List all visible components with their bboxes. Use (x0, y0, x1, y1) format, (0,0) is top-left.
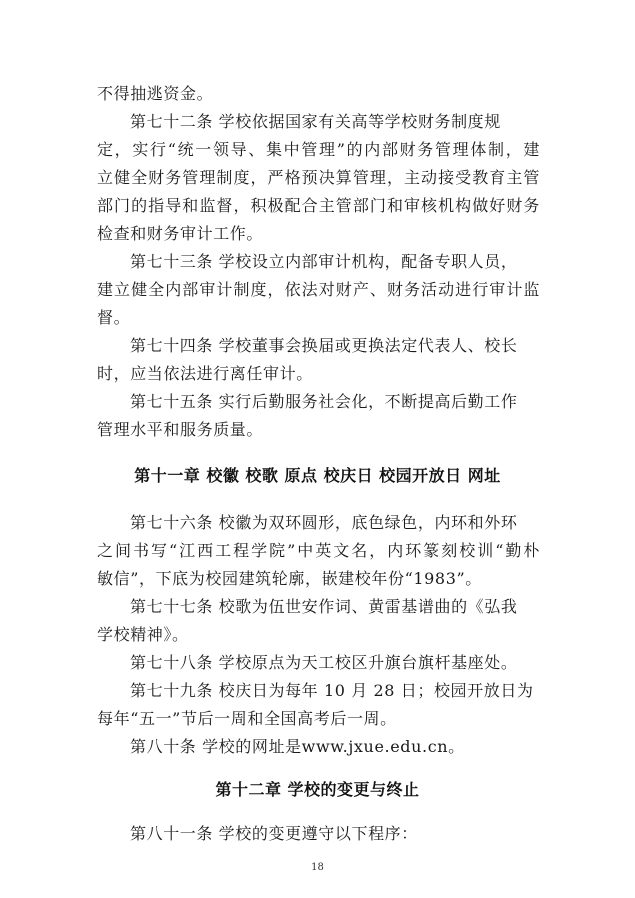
text-line: 不得抽逃资金。 (97, 84, 214, 103)
page-number: 18 (311, 862, 324, 873)
text-line: 之间书写“江西工程学院”中英文名，内环篆刻校训“勤朴 (97, 541, 540, 560)
text-line: 管理水平和服务质量。 (97, 420, 264, 439)
text-line: 督。 (97, 308, 131, 327)
article-72-line-1: 第七十二条 学校依据国家有关高等学校财务制度规 (130, 112, 501, 131)
text-line: 敏信”，下底为校园建筑轮廓，嵌建校年份“1983”。 (97, 569, 482, 588)
article-80-line: 第八十条 学校的网址是www.jxue.edu.cn。 (130, 737, 465, 756)
article-74-line-1: 第七十四条 学校董事会换届或更换法定代表人、校长 (130, 336, 518, 355)
text-line: 学校精神》。 (97, 625, 189, 644)
article-81-line: 第八十一条 学校的变更遵守以下程序： (130, 824, 418, 843)
article-73-line-1: 第七十三条 学校设立内部审计机构，配备专职人员， (130, 252, 518, 271)
text-line: 建立健全内部审计制度，依法对财产、财务活动进行审计监 (97, 280, 540, 299)
article-79-line-1: 第七十九条 校庆日为每年 10 月 28 日；校园开放日为 (130, 681, 534, 700)
text-line: 部门的指导和监督，积极配合主管部门和审核机构做好财务 (97, 196, 540, 215)
article-75-line-1: 第七十五条 实行后勤服务社会化，不断提高后勤工作 (130, 392, 518, 411)
article-78-line: 第七十八条 学校原点为天工校区升旗台旗杆基座处。 (130, 653, 518, 672)
text-line: 时，应当依法进行离任审计。 (97, 364, 313, 383)
text-line: 立健全财务管理制度，严格预决算管理，主动接受教育主管 (97, 168, 540, 187)
text-line: 定，实行“统一领导、集中管理”的内部财务管理体制，建 (97, 140, 540, 159)
article-76-line-1: 第七十六条 校徽为双环圆形，底色绿色，内环和外环 (130, 513, 518, 532)
chapter-11-heading: 第十一章 校徽 校歌 原点 校庆日 校园开放日 网址 (134, 466, 501, 485)
text-line: 检查和财务审计工作。 (97, 224, 264, 243)
text-line: 每年“五一”节后一周和全国高考后一周。 (97, 709, 397, 728)
article-77-line-1: 第七十七条 校歌为伍世安作词、黄雷基谱曲的《弘我 (130, 597, 518, 616)
chapter-12-heading: 第十二章 学校的变更与终止 (215, 780, 420, 799)
